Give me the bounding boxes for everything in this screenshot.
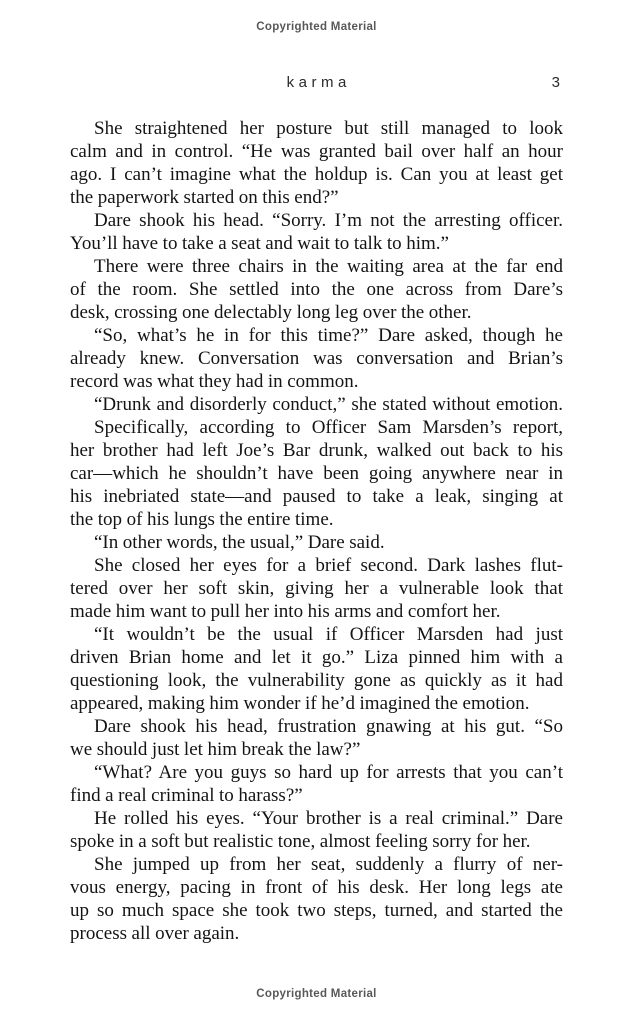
text-line: vous energy, pacing in front of his desk. Her long legs ate (70, 877, 563, 898)
text-line: car—which he shouldn’t have been going anywhere near in (70, 463, 563, 484)
running-head (70, 74, 563, 94)
paragraph (70, 554, 563, 623)
text-line: the top of his lungs the entire time. (70, 509, 334, 530)
text-line: ago. I can’t imagine what the holdup is. Can you at least get (70, 164, 563, 185)
text-line: made him want to pull her into his arms and comfort her. (70, 601, 501, 622)
paragraph (70, 117, 563, 209)
text-line: “It wouldn’t be the usual if Officer Marsden had just (94, 624, 563, 645)
text-line: her brother had left Joe’s Bar drunk, walked out back to his (70, 440, 563, 461)
text-line: up so much space she took two steps, turned, and started the (70, 900, 563, 921)
text-line: of the room. She settled into the one across from Dare’s (70, 279, 563, 300)
paragraph (70, 255, 563, 324)
text-line: find a real criminal to harass?” (70, 785, 303, 806)
text-line: Specifically, according to Officer Sam Marsden’s report, (94, 417, 563, 438)
paragraph (70, 761, 563, 807)
text-line: Dare shook his head, frustration gnawing at his gut. “So (94, 716, 563, 737)
paragraph (70, 324, 563, 393)
text-line: desk, crossing one delectably long leg over the other. (70, 302, 472, 323)
text-line: we should just let him break the law?” (70, 739, 361, 760)
text-line: process all over again. (70, 923, 240, 944)
paragraph (70, 715, 563, 761)
text-line: calm and in control. “He was granted bail over half an hour (70, 141, 563, 162)
text-line: spoke in a soft but realistic tone, almost feeling sorry for her. (70, 831, 531, 852)
text-line: You’ll have to take a seat and wait to talk to him.” (70, 233, 449, 254)
text-line: “In other words, the usual,” Dare said. (94, 532, 385, 553)
text-line: questioning look, the vulnerability gone as quickly as it had (70, 670, 563, 691)
paragraph (70, 623, 563, 715)
copyright-notice-bottom: Copyrighted Material (256, 988, 377, 1000)
text-line: She jumped up from her seat, suddenly a flurry of ner- (94, 854, 563, 875)
text-line: He rolled his eyes. “Your brother is a real criminal.” Dare (94, 808, 563, 829)
copyright-notice-top: Copyrighted Material (256, 21, 377, 33)
text-line: “Drunk and disorderly conduct,” she stated without emotion. (94, 394, 563, 415)
paragraph (70, 531, 563, 554)
text-line: She straightened her posture but still managed to look (94, 118, 563, 139)
text-line: “So, what’s he in for this time?” Dare asked, though he (94, 325, 563, 346)
text-line: driven Brian home and let it go.” Liza pinned him with a (70, 647, 563, 668)
page-number: 3 (551, 74, 560, 91)
text-line: appeared, making him wonder if he’d imagined the emotion. (70, 693, 530, 714)
paragraph (70, 393, 563, 416)
text-line: There were three chairs in the waiting area at the far end (94, 256, 563, 277)
text-line: record was what they had in common. (70, 371, 359, 392)
paragraph (70, 853, 563, 945)
text-line: Dare shook his head. “Sorry. I’m not the arresting officer. (94, 210, 563, 231)
text-line: his inebriated state—and paused to take a leak, singing at (70, 486, 563, 507)
page-text (70, 117, 563, 945)
text-line: “What? Are you guys so hard up for arrests that you can’t (94, 762, 563, 783)
running-head-title: karma (286, 74, 351, 91)
text-line: the paperwork started on this end?” (70, 187, 339, 208)
text-line: tered over her soft skin, giving her a vulnerable look that (70, 578, 563, 599)
paragraph (70, 416, 563, 531)
text-line: She closed her eyes for a brief second. Dark lashes flut- (94, 555, 563, 576)
paragraph (70, 807, 563, 853)
text-line: already knew. Conversation was conversation and Brian’s (70, 348, 563, 369)
paragraph (70, 209, 563, 255)
